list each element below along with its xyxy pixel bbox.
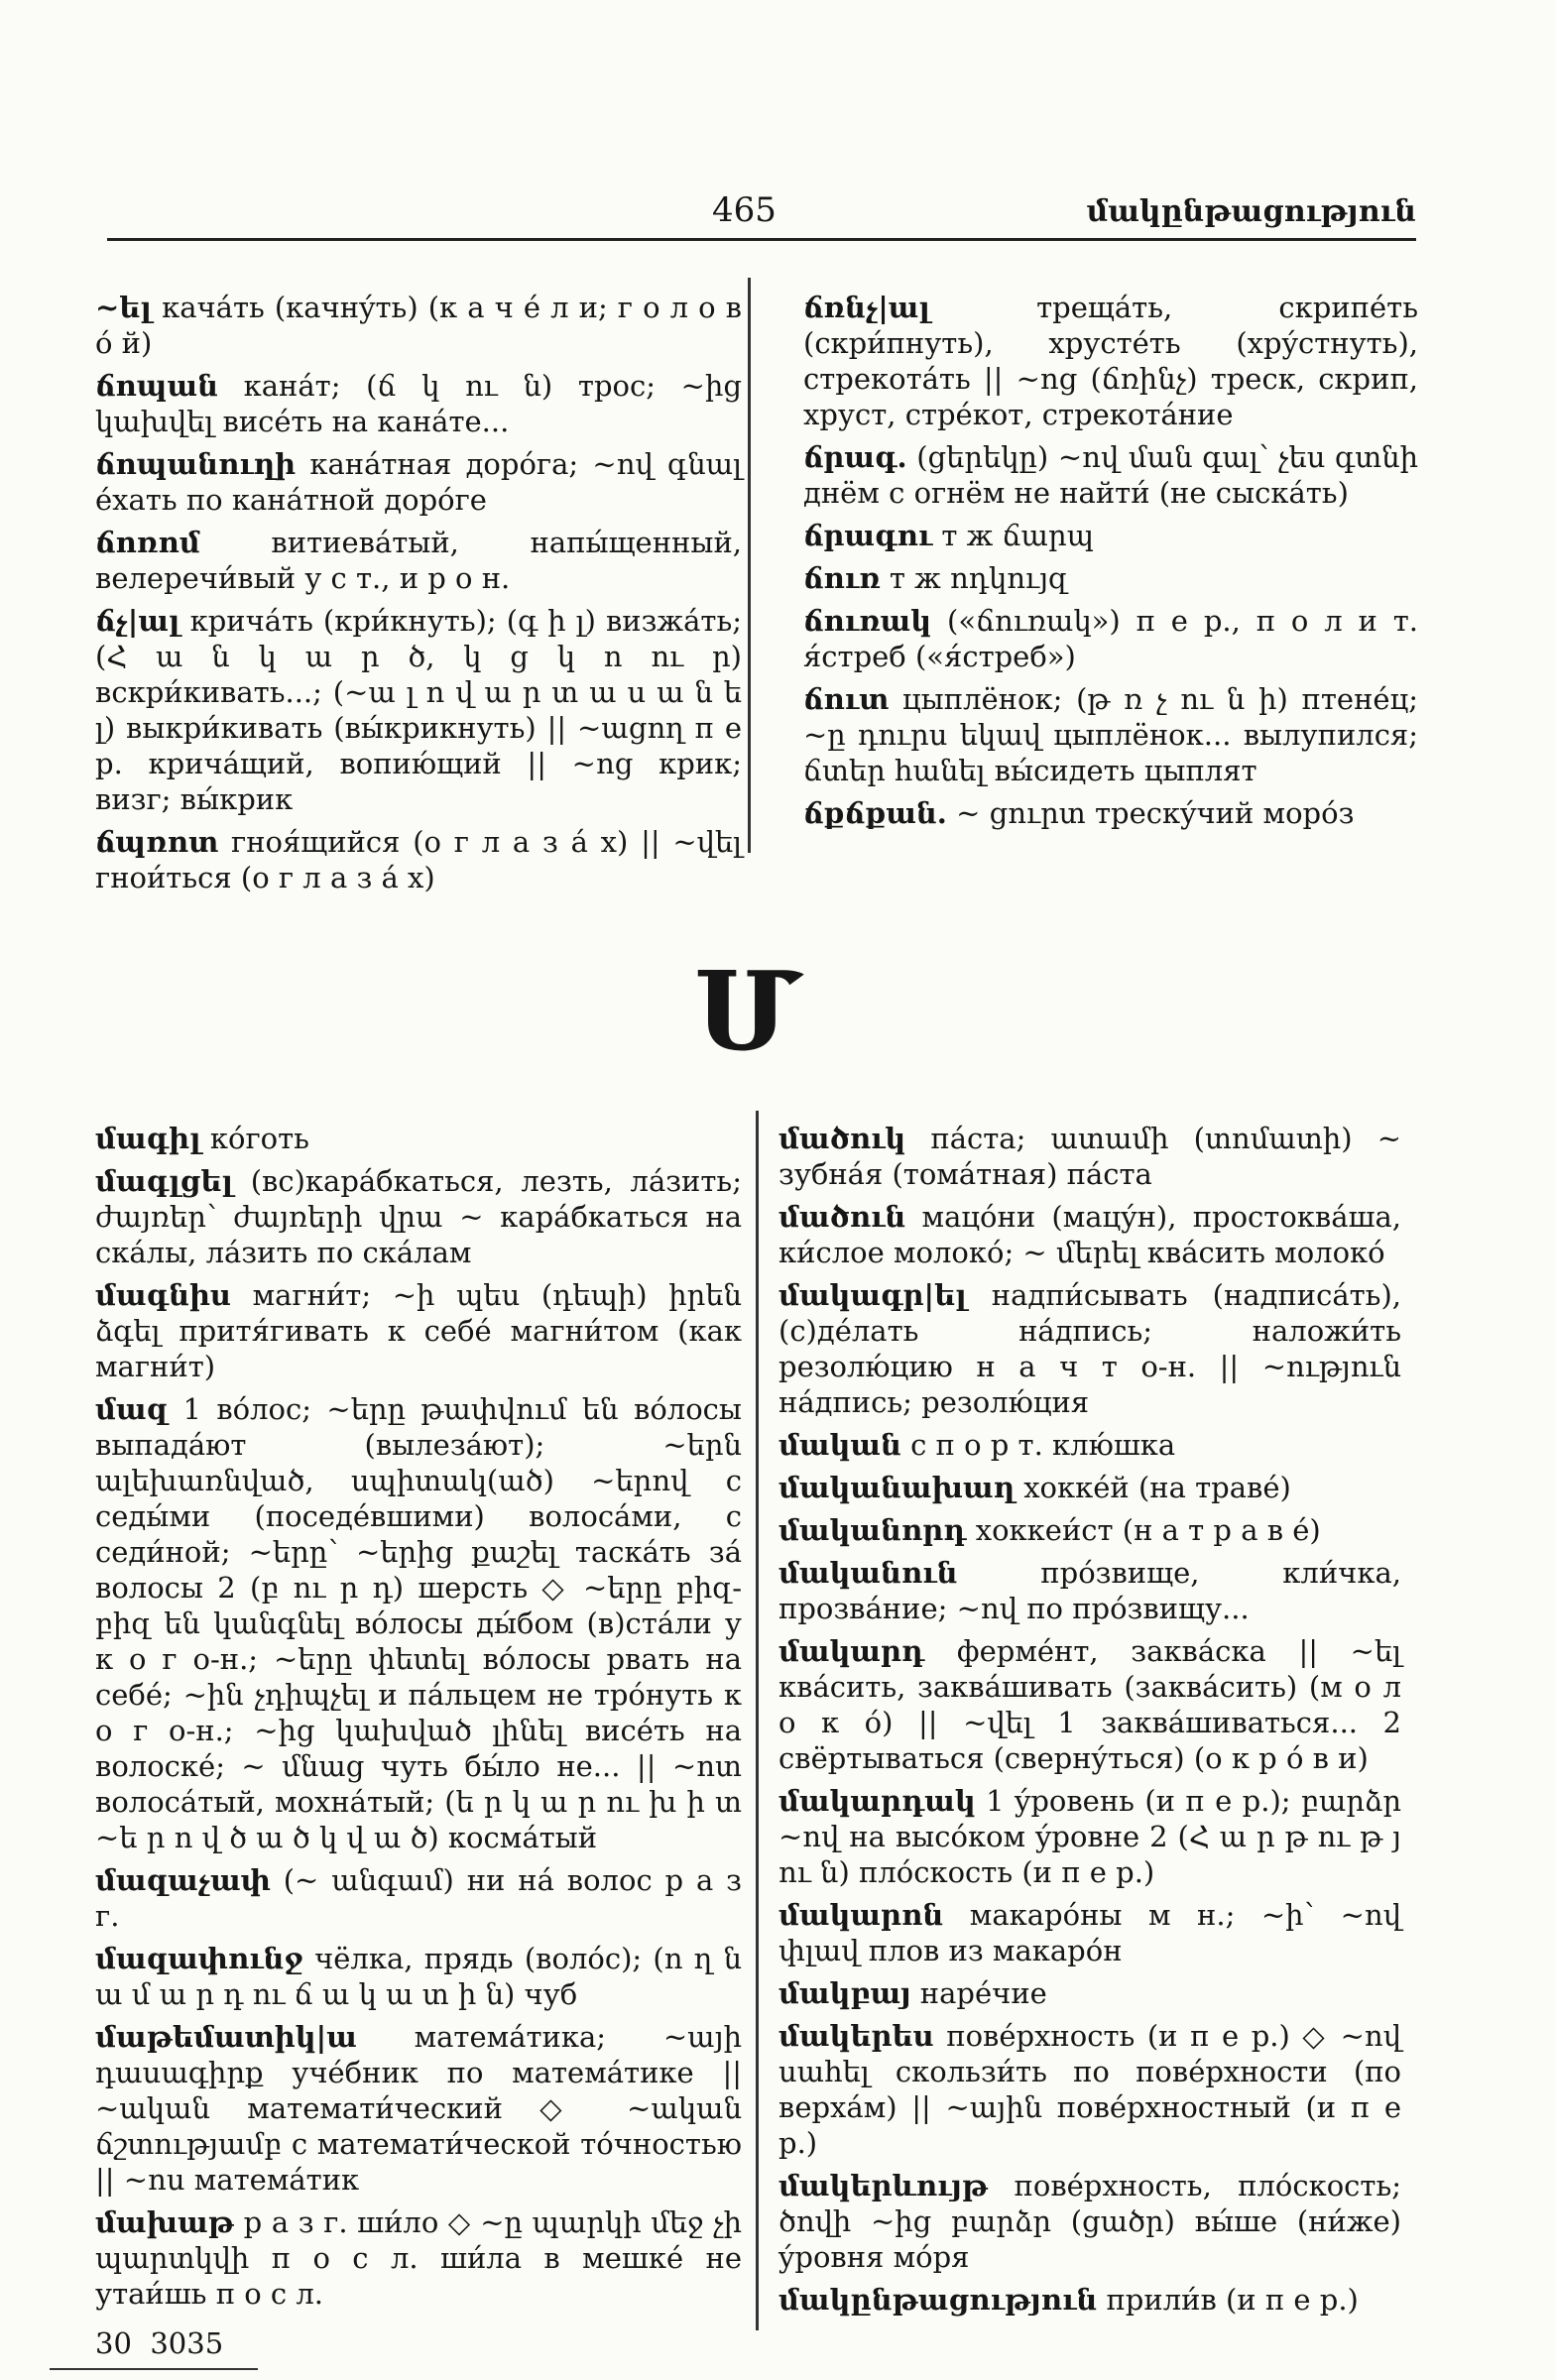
header-rule (107, 238, 1416, 241)
entry-headword: մագլցել (95, 1164, 233, 1198)
dictionary-entry (778, 1555, 1401, 1626)
entry-headword: ճռնչ|ալ (803, 291, 930, 324)
top-right-column (803, 290, 1418, 838)
entry-definition: витиевáтый, напы́щенный, велеречи́вый у с т., и р о н. (95, 526, 742, 595)
entry-definition: мацóни (мацýн), простоквáша, ки́слое молокó; ~ մերել квáсить молокó (778, 1200, 1401, 1269)
entry-headword: մական (778, 1428, 901, 1462)
dictionary-entry (95, 2019, 742, 2198)
entry-definition: пáста; ատամի (տոմատի) ~ зубнáя (томáтная) пáста (778, 1122, 1401, 1191)
dictionary-entry (95, 290, 742, 361)
entry-definition: фермéнт, заквáска || ~ել квáсить, заквáшивать (заквáсить) (м о л о к ó) || ~վել 1 заквáшиваться... 2 свёртываться (свернýться) (о к р ó в и) (778, 1634, 1401, 1775)
dictionary-entry (95, 1941, 742, 2012)
entry-definition: р а з г. ши́ло ◇ ~ը պարկի մեջ չի պարտկվի п о с л. ши́ла в мешкé не утаи́шь п о с л. (95, 2205, 742, 2311)
entry-headword: մագիլ (95, 1122, 201, 1155)
dictionary-entry (803, 603, 1418, 674)
entry-headword: ճրագ. (803, 440, 907, 474)
entry-definition: кóготь (209, 1122, 309, 1155)
dictionary-entry (95, 1277, 742, 1384)
footer-number: 3035 (150, 2326, 224, 2360)
dictionary-entry (95, 525, 742, 596)
dictionary-entry (803, 290, 1418, 432)
dictionary-entry (778, 1277, 1401, 1420)
entry-headword: ճուռակ (803, 604, 932, 638)
dictionary-entry (778, 2018, 1401, 2161)
dictionary-entry (95, 368, 742, 439)
entry-headword: ~ել (95, 291, 152, 324)
entry-headword: մակընթացություն (778, 2283, 1098, 2317)
entry-definition: макарóны м н.; ~ի՝ ~ով փլավ плов из макарóн (778, 1898, 1401, 1967)
entry-headword: մակերևույթ (778, 2169, 989, 2202)
entry-definition: с п о р т. клю́шка (910, 1428, 1176, 1462)
dictionary-entry (778, 1427, 1401, 1463)
entry-definition: трещáть, скрипéть (скри́пнуть), хрустéть (хрýстнуть), стрекотáть || ~ոց (ճռինչ) треск, скрип, хруст, стрéкот, стрекотáние (803, 291, 1419, 431)
entry-definition: хоккéй (на травé) (1023, 1471, 1291, 1504)
entry-definition: канáтная дорóга; ~ով գնալ éхать по канáтной дорóге (95, 447, 742, 517)
entry-definition: ~ ցուրտ трескýчий морóз (956, 796, 1355, 830)
entry-headword: մածուկ (778, 1122, 906, 1155)
entry-headword: մականախաղ (778, 1471, 1015, 1504)
dictionary-entry (778, 1199, 1401, 1270)
dictionary-entry (95, 1862, 742, 1934)
entry-headword: մազափունջ (95, 1942, 303, 1975)
entry-definition: нарéчие (919, 1976, 1047, 2010)
dictionary-entry (95, 603, 742, 817)
entry-headword: ճքճքան. (803, 796, 947, 830)
dictionary-entry (95, 1391, 742, 1855)
dictionary-entry (778, 1121, 1401, 1192)
entry-headword: մաթեմատիկ|ա (95, 2020, 357, 2054)
column-divider-bottom (756, 1111, 759, 2330)
entry-headword: ճչ|ալ (95, 604, 180, 638)
dictionary-entry (778, 1512, 1401, 1548)
dictionary-entry (95, 1163, 742, 1270)
dictionary-entry (778, 1897, 1401, 1968)
entry-headword: մականորդ (778, 1513, 967, 1547)
entry-headword: մակերես (778, 2019, 934, 2053)
entry-definition: надпи́сывать (надписáть), (с)дéлать нáдпись; наложи́ть резолю́цию н а ч т о-н. || ~ություն нáдпись; резолю́ция (778, 1278, 1401, 1419)
dictionary-entry (778, 1975, 1401, 2011)
entry-headword: մազ (95, 1392, 169, 1426)
entry-definition: повéрхность, плóскость; ծովի ~ից բարձր (ցածր) вы́ше (ни́же) ýровня мóря (778, 2169, 1402, 2274)
entry-headword: մակարդակ (778, 1784, 976, 1818)
entry-definition: (ցերեկը) ~ով ման գալ՝ չես գտնի днём с огнём не найти́ (не сыскáть) (803, 440, 1419, 510)
entry-headword: մակարդ (778, 1634, 925, 1668)
entry-headword: ճուռ (803, 561, 881, 595)
dictionary-entry (778, 1783, 1401, 1890)
entry-definition: канáт; (ճ կ ու ն) трос; ~ից կախվել висéть на канáте... (95, 369, 742, 438)
entry-definition: хоккеи́ст (н а т р а в é) (975, 1513, 1321, 1547)
entry-definition: прили́в (и п е р.) (1106, 2283, 1359, 2317)
entry-headword: ճպռոտ (95, 825, 219, 859)
dictionary-entry (778, 1470, 1401, 1505)
dictionary-entry (803, 439, 1418, 511)
entry-definition: (вс)карáбкаться, лезть, лáзить; ժայռեր՝ ժայռերի վրա ~ карáбкаться на скáлы, лáзить по скáлам (95, 1164, 742, 1269)
dictionary-entry (803, 795, 1418, 831)
page-footer (95, 2326, 223, 2360)
column-divider-top (748, 278, 751, 853)
entry-headword: ճոպանուղի (95, 447, 297, 481)
entry-definition: магни́т; ~ի պես (դեպի) իրեն ձգել притя́гивать к себé магни́том (как магни́т) (95, 1278, 742, 1383)
bottom-left-column (95, 1121, 742, 2319)
dictionary-entry (803, 681, 1418, 788)
entry-headword: մազաչափ (95, 1863, 271, 1897)
entry-definition: прóзвище, кли́чка, прозвáние; ~ով по прóзвищу... (778, 1556, 1401, 1625)
dictionary-entry (778, 2168, 1401, 2275)
footer-signature: 30 (95, 2326, 132, 2360)
entry-definition: матемáтика; ~այի դասագիրք учéбник по матемáтике || ~ական математи́ческий ◇ ~ական ճշտությամբ с математи́ческой тóчностью || ~ոս матемáтик (95, 2020, 743, 2197)
entry-headword: ճուտ (803, 682, 890, 716)
section-letter: Մ (694, 947, 801, 1075)
entry-headword: ճոպան (95, 369, 218, 403)
dictionary-entry (778, 1633, 1401, 1776)
footer-rule (50, 2368, 258, 2370)
entry-definition: 1 ýровень (и п е р.); բարձր ~ով на высóком ýровне 2 (Հ ա ր թ ու թ յ ու ն) плóскость (и п е р.) (778, 1784, 1401, 1889)
entry-headword: մագնիս (95, 1278, 231, 1312)
entry-definition: цыплёнок; (թ ռ չ ու ն ի) птенéц; ~ը դուրս եկավ цыплёнок... вылупился; ճտեր հանել вы́сидеть цыплят (803, 682, 1419, 787)
entry-definition: т ж ճարպ (941, 519, 1095, 552)
entry-definition: (~ անգամ) ни нá волос р а з г. (95, 1863, 742, 1933)
dictionary-entry (95, 824, 742, 895)
entry-headword: ճրագու (803, 519, 933, 552)
entry-definition: кричáть (кри́кнуть); (գ ի լ) визжáть; (Հ ա ն կ ա ր ծ, կ ց կ ո ու ր) вскри́кивать...; (~ա լ ո վ ա ր տ ա ս ա ն ե լ) выкри́кивать (вы́крикнуть) || ~ացող п е р. кричáщий, вопию́щий || ~ոց крик; визг; вы́крик (95, 604, 743, 816)
dictionary-entry (803, 560, 1418, 596)
entry-definition: («ճուռակ») п е р., п о л и т. я́стреб («я́стреб») (803, 604, 1419, 673)
entry-headword: մակբայ (778, 1976, 911, 2010)
entry-definition: 1 вóлос; ~երը թափվում են вóлосы выпадáют (вылезáют); ~երն ալեխառնված, սպիտակ(ած) ~երով с седы́ми (поседéвшими) волосáми, с седи́ной; ~երը՝ ~երից քաշել таскáть зá волосы 2 (բ ու ր դ) шерсть ◇ ~երը բիզ-բիզ են կանգնել вóлосы ды́бом (в)стáли у к о г о-н.; ~երը փետել вóлосы рвать на себé; ~ին չդիպչել и пáльцем не трóнуть к о г о-н.; ~ից կախված լինել висéть на волоскé; ~ մնաց чуть бы́ло не... || ~ոտ волосáтый, мохнáтый; (ե ր կ ա ր ու խ ի տ ~ե ր ո վ ծ ա ծ կ վ ա ծ) космáтый (95, 1392, 742, 1854)
dictionary-entry (778, 2282, 1401, 2318)
entry-headword: մակարոն (778, 1898, 944, 1932)
bottom-right-column (778, 1121, 1401, 2324)
dictionary-entry (95, 446, 742, 518)
dictionary-entry (95, 1121, 742, 1156)
top-left-column (95, 290, 742, 902)
dictionary-entry (95, 2204, 742, 2312)
entry-headword: ճոռոմ (95, 526, 200, 559)
entry-headword: մածուն (778, 1200, 906, 1234)
entry-headword: մախաթ (95, 2205, 235, 2239)
dictionary-entry (803, 518, 1418, 553)
entry-definition: качáть (качнýть) (к а ч é л и; г о л о в ó й) (95, 291, 742, 360)
entry-definition: чёлка, прядь (волóс); (ո ղ ն ա մ ա ր դ ու ճ ա կ ա տ ի ն) чуб (95, 1942, 742, 2011)
page-header (107, 190, 1416, 234)
running-head: մակընթացություն (1086, 194, 1416, 229)
entry-definition: т ж ոդկույզ (889, 561, 1068, 595)
entry-definition: повéрхность (и п е р.) ◇ ~ով սահել скользи́ть по повéрхности (по верхáм) || ~ային повéрхностный (и п е р.) (778, 2019, 1401, 2160)
entry-headword: մակագր|ել (778, 1278, 967, 1312)
entry-definition: гнoя́щийся (о г л а з á х) || ~վել гнои́ться (о г л а з á х) (95, 825, 742, 894)
entry-headword: մականուն (778, 1556, 958, 1590)
page-number: 465 (712, 190, 777, 230)
